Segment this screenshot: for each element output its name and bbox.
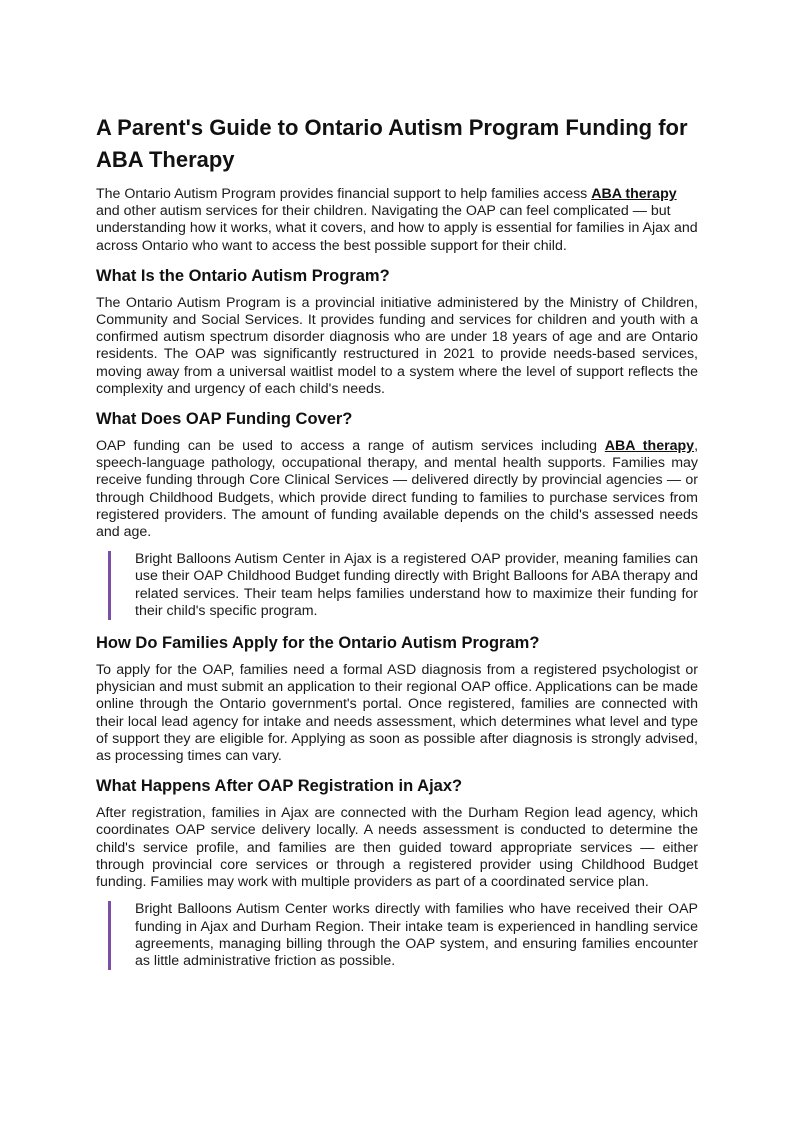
section-funding-cover <box>96 408 698 620</box>
body-text-after: , speech-language pathology, occupational therapy, and mental health supports. Families may receive funding through Core Clinical Services — delivered directly by provincial agencies — or through Childhood Budgets, which provide direct funding to families to purchase services from registered providers. The amount of funding available depends on the child's assessed needs and age. <box>96 438 699 541</box>
section-body: After registration, families in Ajax are connected with the Durham Region lead agency, which coordinates OAP service delivery locally. A needs assessment is conducted to determine the child's service profile, and families are then guided toward appropriate services — either through provincial core services or through a registered provider using Childhood Budget funding. Families may work with multiple providers as part of a coordinated service plan. <box>96 805 698 891</box>
intro-paragraph <box>96 186 698 255</box>
section-body: The Ontario Autism Program is a provincial initiative administered by the Ministry of Children, Community and Social Services. It provides funding and services for children and youth with a confirmed autism spectrum disorder diagnosis who are under 18 years of age and are Ontario residents. The OAP was significantly restructured in 2021 to provide needs-based services, moving away from a universal waitlist model to a system where the level of support reflects the complexity and urgency of each child's needs. <box>96 294 698 397</box>
aba-therapy-link[interactable]: ABA therapy <box>591 186 677 202</box>
section-body <box>96 438 698 541</box>
section-body: To apply for the OAP, families need a formal ASD diagnosis from a registered psychologist or physician and must submit an application to their regional OAP office. Applications can be made online through the Ontario government's portal. Once registered, families are connected with their local lead agency for intake and needs assessment, which determines what level and type of support they are eligible for. Applying as soon as possible after diagnosis is strongly advised, as processing times can vary. <box>96 662 698 765</box>
callout-text: Bright Balloons Autism Center in Ajax is a registered OAP provider, meaning families can use their OAP Childhood Budget funding directly with Bright Balloons for ABA therapy and related services. Their team helps families understand how to maximize their funding for their child's specific program. <box>135 551 698 619</box>
intro-text-after: and other autism services for their children. Navigating the OAP can feel complicated — but understanding how it works, what it covers, and how to apply is essential for families in Ajax and across Ontario who want to access the best possible support for their child. <box>96 203 698 254</box>
page-title: A Parent's Guide to Ontario Autism Program Funding for ABA Therapy <box>96 115 688 172</box>
section-how-to-apply <box>96 632 698 765</box>
body-text-before: OAP funding can be used to access a range of autism services including <box>96 438 605 455</box>
callout-text: Bright Balloons Autism Center works directly with families who have received their OAP funding in Ajax and Durham Region. Their intake team is experienced in handling service agreements, managing billing through the OAP system, and ensuring families encounter as little administrative friction as possible. <box>135 901 698 969</box>
section-heading: What Is the Ontario Autism Program? <box>96 266 390 285</box>
section-after-registration <box>96 775 698 970</box>
section-heading: What Happens After OAP Registration in Ajax? <box>96 777 463 796</box>
document-page <box>96 112 698 982</box>
section-what-is-oap <box>96 265 698 398</box>
section-heading: How Do Families Apply for the Ontario Autism Program? <box>96 634 540 653</box>
aba-therapy-link[interactable]: ABA therapy <box>604 438 695 455</box>
callout-quote <box>108 901 698 970</box>
section-heading: What Does OAP Funding Cover? <box>96 410 353 429</box>
callout-quote <box>108 551 698 620</box>
intro-text-before: The Ontario Autism Program provides financial support to help families access <box>96 186 592 202</box>
